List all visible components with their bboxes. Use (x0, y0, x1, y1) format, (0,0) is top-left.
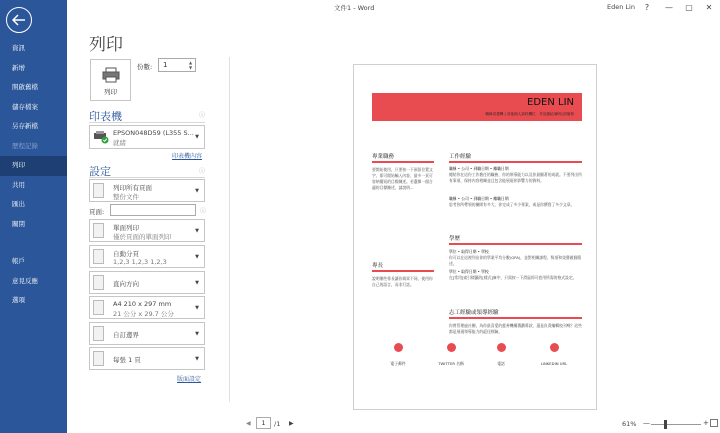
experience-item-header: 職稱 • 公司 • 到職日期 • 離職日期 (449, 166, 509, 171)
heading-underline (372, 161, 434, 163)
paper-size-icon (93, 300, 104, 315)
zoom-slider-thumb[interactable] (664, 420, 667, 429)
resume-subtitle: 職稱或畫轉 | 其他個人資料欄位：作品連結/網站/部落格 (485, 112, 574, 116)
sides-desc: 僅於頁面的單面列印 (113, 233, 172, 241)
nav-print[interactable]: 列印 (0, 156, 67, 176)
orientation-label: 直向方向 (113, 280, 139, 288)
chevron-down-icon: ▼ (195, 188, 199, 194)
window-title: 文件1 - Word (334, 4, 375, 12)
nav-share[interactable]: 共用 (12, 180, 25, 189)
heading-underline (449, 317, 582, 319)
contact-phone (481, 343, 521, 367)
info-icon[interactable]: ⓘ (200, 208, 207, 215)
info-icon[interactable]: ⓘ (199, 112, 206, 119)
nav-spacer (0, 234, 67, 252)
linkedin-icon (550, 343, 559, 352)
printer-dropdown[interactable] (89, 125, 205, 149)
print-button[interactable] (90, 59, 131, 101)
margins-icon (93, 326, 104, 341)
experience-item-header: 職稱 • 公司 • 到職日期 • 離職日期 (449, 196, 509, 201)
printer-section-title: 印表機 (89, 110, 122, 123)
pages-per-sheet-label: 每張 1 頁 (113, 356, 141, 364)
chevron-down-icon: ▼ (195, 134, 199, 140)
document-pages-icon (93, 183, 104, 198)
experience-heading: 工作經驗 (449, 154, 472, 160)
volunteer-text: 你曾管理過社團，為你最喜愛的慈善機構籌劃募款，還是負責編輯校刊嗎？這些都是展現領導能力的絕佳經驗。 (449, 323, 582, 334)
printer-icon (102, 67, 120, 83)
help-button[interactable]: ? (644, 3, 650, 12)
divider (89, 177, 205, 178)
collation-label: 自動分頁 (113, 250, 139, 258)
nav-export[interactable]: 匯出 (12, 200, 25, 208)
zoom-in-button[interactable]: + (703, 419, 709, 427)
printer-ready-icon (93, 130, 109, 144)
prev-page-button[interactable]: ◀ (246, 420, 251, 427)
education-heading: 學歷 (449, 236, 461, 242)
page-title: 列印 (89, 35, 123, 55)
print-range-dropdown[interactable] (89, 179, 205, 202)
printer-properties-link[interactable]: 印表機內容 (172, 153, 203, 160)
heading-underline (449, 243, 582, 245)
minimize-button[interactable]: — (665, 3, 673, 12)
chevron-down-icon: ▼ (195, 254, 199, 260)
back-arrow-icon (12, 14, 26, 26)
phone-icon (497, 343, 506, 352)
chevron-down-icon: ▼ (195, 356, 199, 362)
zoom-out-button[interactable]: — (643, 419, 650, 427)
print-range-label: 列印所有頁面 (113, 184, 152, 192)
copies-spinner[interactable]: ▲ ▼ (188, 60, 193, 70)
paper-size-label: A4 210 x 297 mm (113, 300, 172, 308)
print-button-label: 列印 (104, 88, 117, 96)
contact-label: TWITTER 名稱 (438, 361, 464, 366)
backstage-nav (0, 39, 67, 311)
nav-open[interactable]: 開啟舊檔 (12, 83, 38, 91)
nav-save[interactable]: 儲存檔案 (12, 102, 38, 111)
education-item-body: 在[常用]索引標籤的[樣式]庫中，只需按一下滑鼠即可套用所需的格式設定。 (449, 275, 577, 280)
back-button[interactable] (6, 7, 32, 33)
nav-account[interactable]: 帳戶 (12, 257, 25, 265)
sides-dropdown[interactable] (89, 219, 205, 242)
contact-label: LINKEDIN URL (540, 361, 568, 366)
print-preview-page (353, 64, 597, 410)
nav-options[interactable]: 選項 (12, 296, 25, 304)
close-button[interactable]: ✕ (705, 3, 713, 12)
copies-input[interactable] (158, 58, 196, 72)
paper-size-desc: 21 公分 x 29.7 公分 (113, 310, 174, 318)
zoom-level[interactable]: 61% (622, 420, 637, 428)
chevron-down-icon: ▼ (195, 331, 199, 337)
page-setup-link[interactable]: 版面設定 (177, 376, 202, 383)
user-name[interactable]: Eden Lin (607, 3, 635, 11)
info-icon[interactable]: ⓘ (199, 168, 206, 175)
page-total: /1 (274, 420, 281, 428)
collation-desc: 1,2,3 1,2,3 1,2,3 (113, 258, 167, 266)
printer-status: 就緒 (113, 139, 126, 147)
margins-label: 自訂邊界 (113, 331, 139, 339)
portrait-icon (93, 275, 104, 290)
nav-info[interactable]: 資訊 (12, 44, 25, 52)
paper-size-dropdown[interactable] (89, 296, 205, 319)
education-item-header: 學位 • 取得日期 • 學校 (449, 249, 489, 254)
divider (89, 122, 205, 123)
restore-button[interactable]: ▢ (685, 3, 693, 12)
contact-label: 電話 (497, 361, 505, 366)
experience-item-body: 思考你所帶領的團隊有多大、你完成了多少專案，或是你撰寫了多少文章。 (449, 202, 575, 207)
pages-label: 頁面: (89, 208, 105, 216)
pages-per-sheet-icon (93, 351, 104, 366)
pages-input[interactable] (110, 204, 196, 216)
copies-label: 份數: (137, 63, 153, 71)
skills-heading: 專業職務 (372, 154, 395, 160)
nav-feedback[interactable]: 意見反應 (12, 276, 38, 285)
orientation-dropdown[interactable] (89, 271, 205, 294)
education-item-body: 你可以在這裡列出你的學業平均分數(GPA)，並對相關課程、獎項和榮譽做個簡述。 (449, 255, 582, 266)
nav-save-as[interactable]: 另存新檔 (12, 122, 38, 130)
collation-dropdown[interactable] (89, 245, 205, 268)
printer-name: EPSON048D59 (L355 S... (113, 129, 194, 137)
title-bar (67, 0, 720, 16)
margins-dropdown[interactable] (89, 322, 205, 345)
contact-email (378, 343, 418, 367)
zoom-to-page-icon[interactable] (710, 419, 718, 427)
sides-label: 單面列印 (113, 224, 139, 232)
one-sided-icon (93, 223, 104, 238)
volunteer-heading: 志工經驗或領導經驗 (449, 310, 499, 316)
heading-underline (372, 270, 434, 272)
nav-new[interactable]: 新增 (12, 63, 25, 72)
copies-value: 1 (163, 61, 168, 69)
collate-icon (93, 249, 104, 264)
email-icon (394, 343, 403, 352)
resume-name: EDEN LIN (527, 97, 574, 108)
experience-item-body: 總結你在這份工作擔任的職務，你的領導能力以及你最顯著的成就。不要列出所有事項，保持內容相關並且包含能展現你影響力的資料。 (449, 172, 582, 183)
next-page-button[interactable]: ▶ (289, 420, 294, 427)
education-item-header: 學位 • 取得日期 • 學校 (449, 269, 489, 274)
strengths-text: 說明哪些專長讓你與眾不同，使用你自己的語言，而非行話。 (372, 276, 433, 287)
contact-twitter (431, 343, 471, 367)
nav-history: 歷程記錄 (12, 141, 38, 150)
pages-per-sheet-dropdown[interactable] (89, 347, 205, 370)
contact-linkedin (534, 343, 574, 367)
contact-label: 電子郵件 (390, 361, 406, 366)
twitter-icon (447, 343, 456, 352)
settings-section-title: 設定 (89, 165, 111, 178)
heading-underline (449, 161, 582, 163)
skills-text: 要開始使用，只要按一下預留位置文字，即可開始輸入內容，最多一頁可容納簡短的目標陳述。若選擇一個合適的目標陳述，請說明... (372, 167, 433, 190)
chevron-down-icon: ▼ (195, 305, 199, 311)
print-range-desc: 整份文件 (113, 193, 139, 201)
panel-divider (229, 57, 230, 402)
backstage-sidebar (0, 0, 67, 433)
chevron-down-icon: ▼ (195, 228, 199, 234)
nav-close[interactable]: 關閉 (12, 219, 25, 228)
zoom-slider[interactable] (651, 424, 701, 425)
page-number-input[interactable]: 1 (256, 417, 271, 429)
strengths-heading: 專長 (372, 263, 384, 269)
chevron-down-icon: ▼ (195, 280, 199, 286)
resume-banner (372, 93, 582, 121)
